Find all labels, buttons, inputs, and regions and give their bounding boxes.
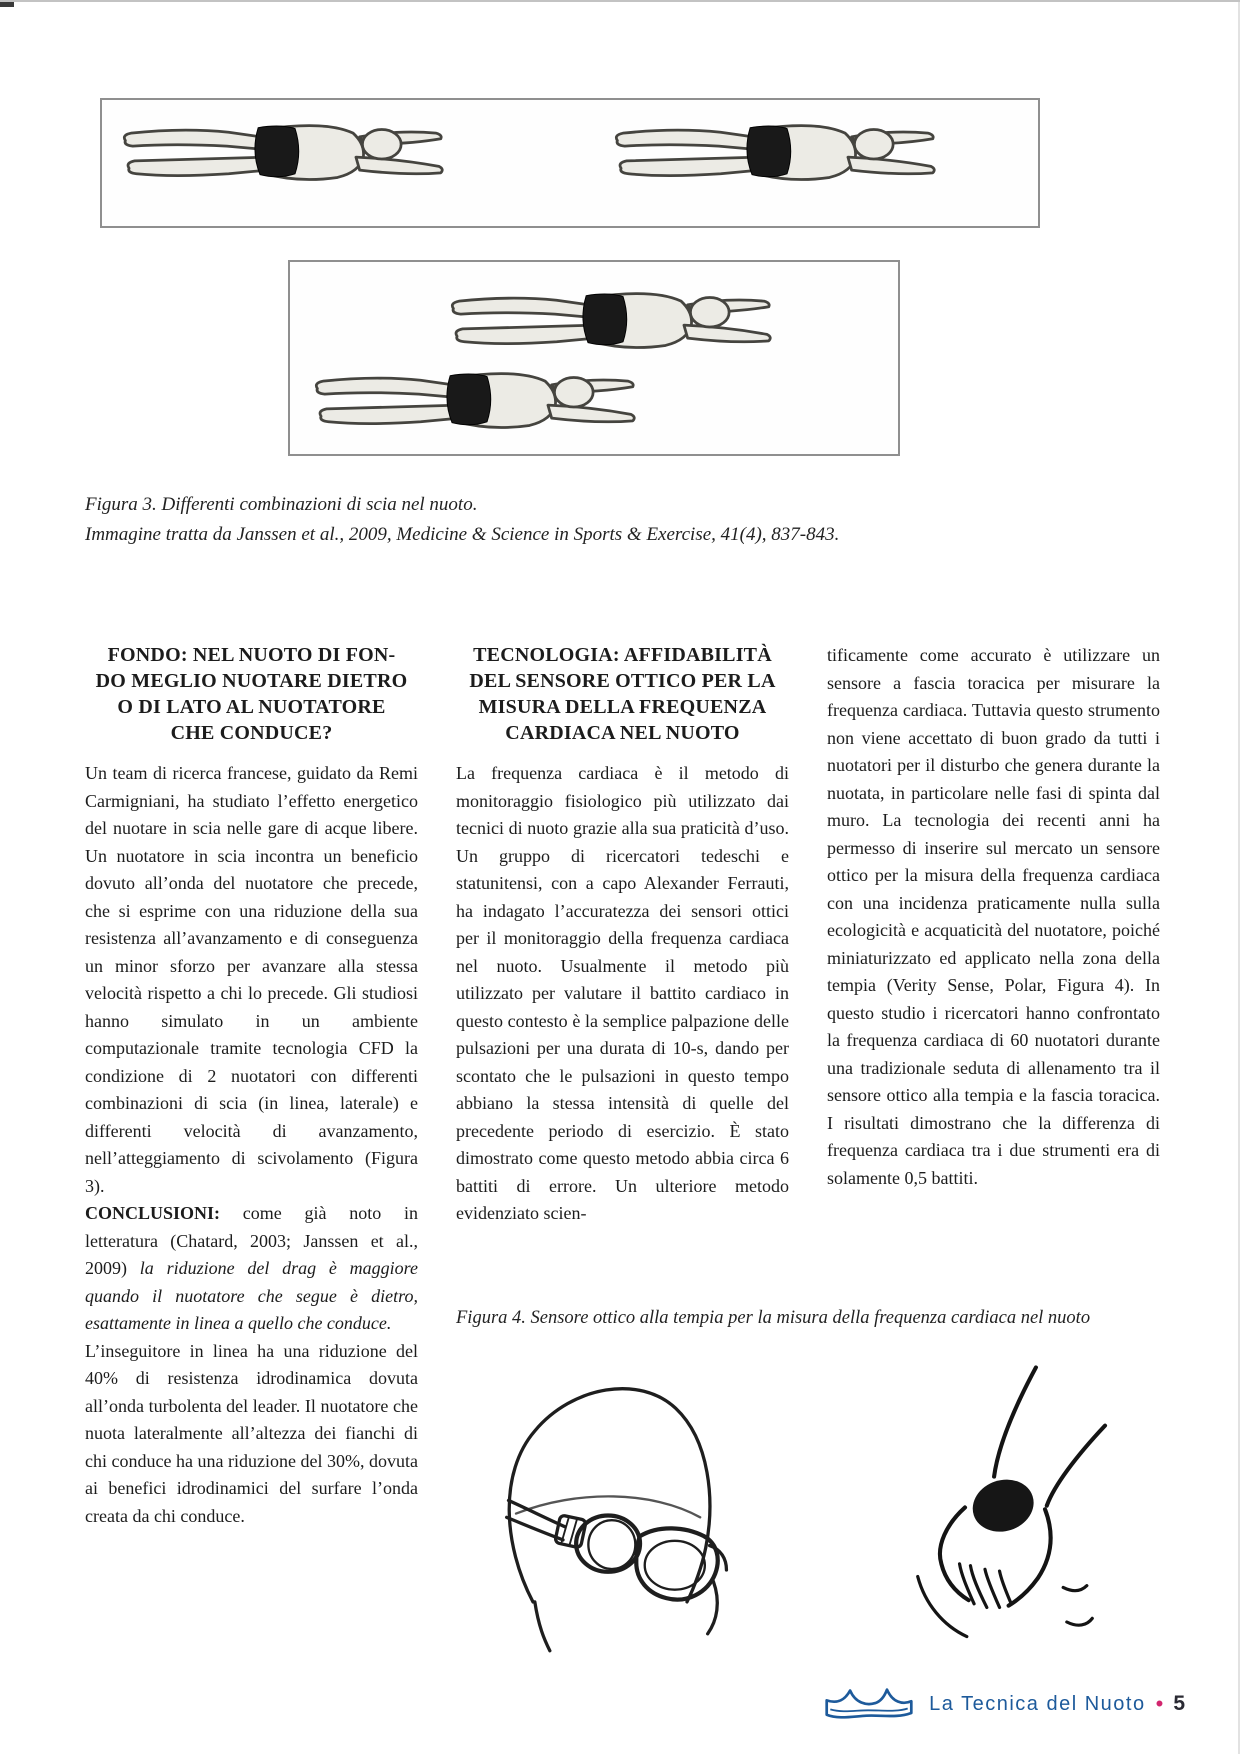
wrist-sensor-illustration (855, 1362, 1115, 1662)
swimmer-illustration (610, 116, 942, 202)
figure4-caption: Figura 4. Sensore ottico alla tempia per la misura della frequenza cardiaca nel nuoto (456, 1308, 1091, 1328)
figure3-caption-source: Immagine tratta da Janssen et al., 2009, Medicine & Science in Sports & Exercise, 41(4), 837-843. (85, 524, 840, 545)
title-line: O DI LATO AL NUOTATORE (117, 696, 386, 718)
article-tecnologia-paragraph: La frequenza cardiaca è il metodo di monitoraggio fisiologico più utilizzato dai tecnici di nuoto grazie alla sua praticità d’uso. Un gruppo di ricercatori tedeschi e statunitensi, con a capo Alexander Ferrauti, ha indagato l’accuratezza dei sensori ottici per il monitoraggio della frequenza cardiaca nel nuoto. Usualmente il metodo più utilizzato per valutare il battito cardiaco in questo contesto è la semplice palpazione delle pulsazioni per una durata di 10-s, dando per scontato che le pulsazioni in questo tempo abbiano la stessa intensità di quelle del precedente periodo di esercizio. È stato dimostrato come questo metodo abbia circa 6 battiti di errore. Un ulteriore metodo evidenziato scien- (456, 763, 789, 1223)
figure3-panel-bottom (288, 260, 900, 456)
article-fondo (85, 642, 418, 1530)
article-tecnologia-continued (827, 642, 1160, 1192)
title-line: MISURA DELLA FREQUENZA (478, 696, 767, 718)
swimmer-illustration (446, 284, 778, 370)
article-fondo-paragraph: Un team di ricerca francese, guidato da Remi Carmigniani, ha studiato l’effetto energetico del nuotare in scia nelle gare di acque libere. Un nuotatore in scia incontra un beneficio dovuto all’onda del nuotatore che precede, che si esprime con una riduzione della sua resistenza all’avanzamento e di conseguenza un minor sforzo per avanzare alla stessa velocità rispetto a chi lo precede. Gli studiosi hanno simulato in un ambiente computazionale tramite tecnologia CFD la condizione di 2 nuotatori con differenti combinazioni di scia (in linea, laterale) e differenti velocità di avanzamento, nell’atteggiamento di scivolamento (Figura 3). (85, 763, 418, 1196)
conclusions-italic-text: la riduzione del drag è maggiore quando il nuotatore che segue è dietro, esattamente in linea a quello che conduce. (85, 1258, 418, 1333)
figure3-caption-title: Figura 3. Differenti combinazioni di scia nel nuoto. (85, 494, 478, 515)
swimmer-illustration (118, 116, 450, 202)
footer-bullet: • (1155, 1691, 1164, 1716)
figure3-panel-top (100, 98, 1040, 228)
optical-sensor-watch (966, 1472, 1041, 1540)
title-line: DO MEGLIO NUOTARE DIETRO (95, 670, 408, 692)
title-line: DEL SENSORE OTTICO PER LA (469, 670, 776, 692)
figure3-caption (85, 490, 945, 550)
article-tecnologia-paragraph: tificamente come accurato è utilizzare un sensore a fascia toracica per misurare la frequenza cardiaca. Tuttavia questo strumento non viene accettato di buon grado da tutti i nuotatori per il disturbo che genera durante la nuotata, in particolare nelle fasi di spinta dal muro. La tecnologia dei recenti anni ha permesso di inserire sul mercato un sensore ottico per la misura della frequenza cardiaca con una incidenza praticamente nulla sulla ecologicità e acquaticità del nuotatore, poiché miniaturizzato ed applicato nella zona della tempia (Verity Sense, Polar, Figura 4). In questo studio i ricercatori hanno confrontato la frequenza cardiaca di 60 nuotatori durante una tradizionale seduta di allenamento tra il sensore ottico alla tempia e la fascia toracica. I risultati dimostrano che la differenza di frequenza cardiaca tra i due strumenti era di solamente 0,5 battiti. (827, 645, 1160, 1188)
title-line: CARDIACA NEL NUOTO (505, 722, 740, 744)
conclusions-label: CONCLUSIONI: (85, 1203, 221, 1223)
title-line: CHE CONDUCE? (170, 722, 333, 744)
article-fondo-title (85, 642, 418, 746)
title-line: FONDO: NEL NUOTO DI FON- (107, 644, 396, 666)
article-fondo-paragraph: L’inseguitore in linea ha una riduzione del 40% di resistenza idrodinamica dovuta all’onda turbolenta del leader. Il nuotatore che nuota lateralmente all’altezza dei fianchi di chi conduce ha una riduzione del 30%, dovuta ai benefici idrodinamici del surfare l’onda creata da chi conduce. (85, 1340, 418, 1526)
page-footer (821, 1684, 1185, 1724)
title-line: TECNOLOGIA: AFFIDABILITÀ (473, 644, 772, 666)
article-fondo-conclusions (85, 1200, 418, 1338)
magazine-name: La Tecnica del Nuoto (929, 1692, 1146, 1715)
article-tecnologia (456, 642, 789, 1228)
swimmer-illustration (310, 364, 642, 450)
swim-cap-goggles-illustration (470, 1352, 780, 1662)
conclusions-text: come già noto in letteratura (Chatard, 2003; Janssen et al., 2009) (85, 1203, 418, 1278)
page-corner-mark (0, 2, 14, 7)
page-number: 5 (1173, 1692, 1185, 1715)
article-tecnologia-title (456, 642, 789, 746)
wave-logo-icon (821, 1686, 917, 1722)
